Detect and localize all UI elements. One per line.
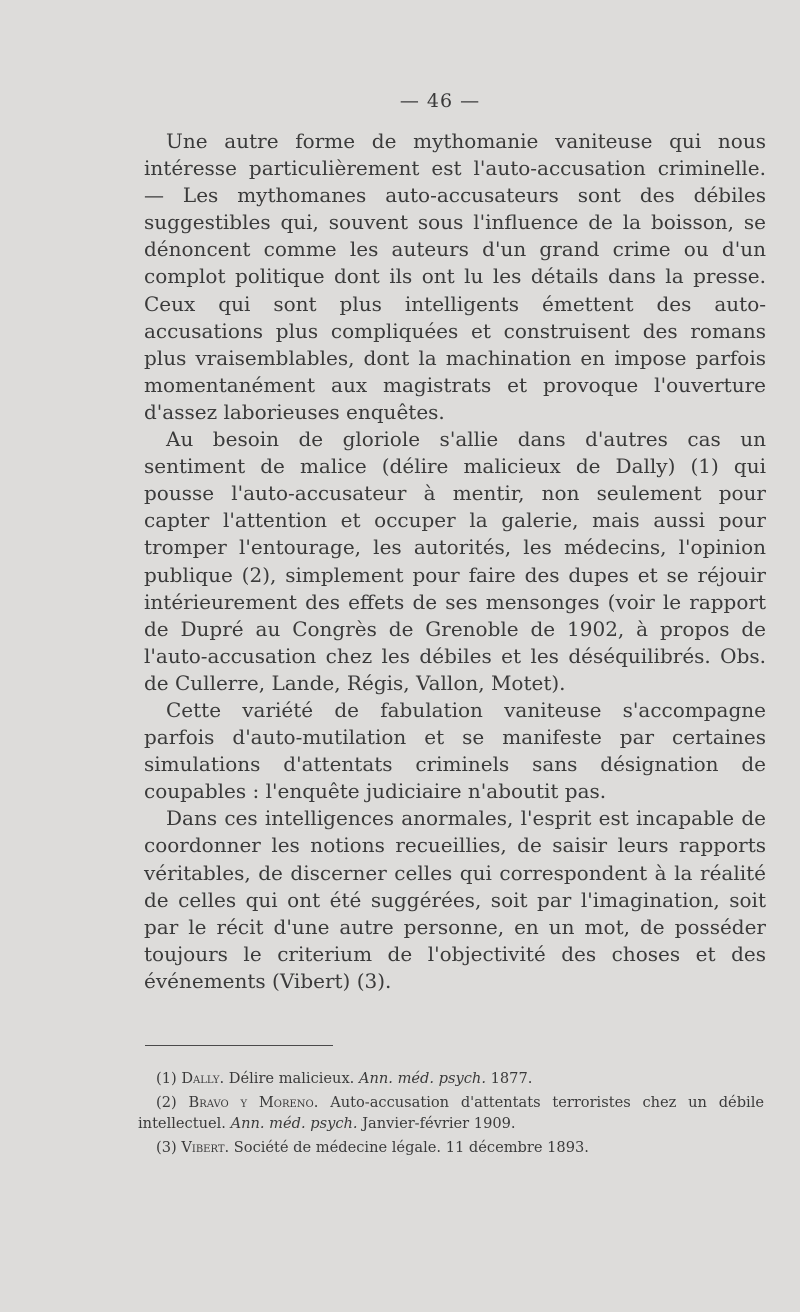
footnote-date: Janvier-février 1909. <box>362 1115 516 1132</box>
footnote-separator <box>145 1045 333 1046</box>
paragraph: Au besoin de gloriole s'allie dans d'autres cas un sentiment de malice (délire malicieux de Dally) (1) qui pousse l'auto-accusateur à mentir, non seulement pour capter l'attention et occuper la galerie, mais aussi pour tromper l'entourage, les autorités, les médecins, l'opinion publique (2), simplement pour faire des dupes et se réjouir intérieurement des effets de ses mensonges (voir le rapport de Dupré au Congrès de Grenoble de 1902, à propos de l'auto-accusation chez les débiles et les déséquilibrés. Obs. de Cullerre, Lande, Régis, Vallon, Motet). <box>144 427 766 695</box>
footnote-journal: Ann. méd. psych. <box>230 1115 358 1132</box>
page-number: — 46 — <box>399 90 481 112</box>
footnote-author: Vibert. <box>181 1138 230 1156</box>
footnote <box>138 1137 764 1159</box>
footnote-marker: (3) <box>156 1138 177 1156</box>
footnote-date: 11 décembre 1893. <box>445 1138 589 1156</box>
footnote-author: Dally. <box>181 1070 225 1087</box>
footnote-text: Auto-accusation d'attentats terroristes chez un débile intellectuel. <box>138 1093 765 1132</box>
footnote-marker: (2) <box>156 1093 177 1111</box>
footnote <box>138 1068 764 1090</box>
footnotes <box>138 1068 764 1160</box>
paragraph: Dans ces intelligences anormales, l'esprit est incapable de coordonner les notions recueillies, de saisir leurs rapports véritables, de discerner celles qui correspondent à la réalité de celles qui ont été suggérées, soit par l'imagination, soit par le récit d'une autre personne, en un mot, de posséder toujours le criterium de l'objectivité des choses et des événements (Vibert) (3). <box>144 806 766 993</box>
footnote-text: Société de médecine légale. <box>233 1138 442 1156</box>
footnote <box>138 1092 764 1135</box>
footnote-author: Bravo y Moreno. <box>188 1093 319 1111</box>
paragraph: Une autre forme de mythomanie vaniteuse qui nous intéresse particulièrement est l'auto-accusation criminelle. — Les mythomanes auto-accusateurs sont des débiles suggestibles qui, souvent sous l'influence de la boisson, se dénoncent comme les auteurs d'un grand crime ou d'un complot politique dont ils ont lu les détails dans la presse. Ceux qui sont plus intelligents émettent des auto-accusations plus compliquées et construisent des romans plus vraisemblables, dont la machination en impose parfois momentanément aux magistrats et provoque l'ouverture d'assez laborieuses enquêtes. <box>144 129 766 424</box>
footnote-journal: Ann. méd. psych. <box>358 1070 486 1087</box>
footnote-text: Délire malicieux. <box>228 1070 355 1087</box>
footnote-marker: (1) <box>156 1070 177 1087</box>
body-text <box>144 128 766 995</box>
footnote-date: 1877. <box>490 1070 533 1087</box>
paragraph: Cette variété de fabulation vaniteuse s'accompagne parfois d'auto-mutilation et se manifeste par certaines simulations d'attentats criminels sans désignation de coupables : l'enquête judiciaire n'aboutit pas. <box>144 697 766 804</box>
